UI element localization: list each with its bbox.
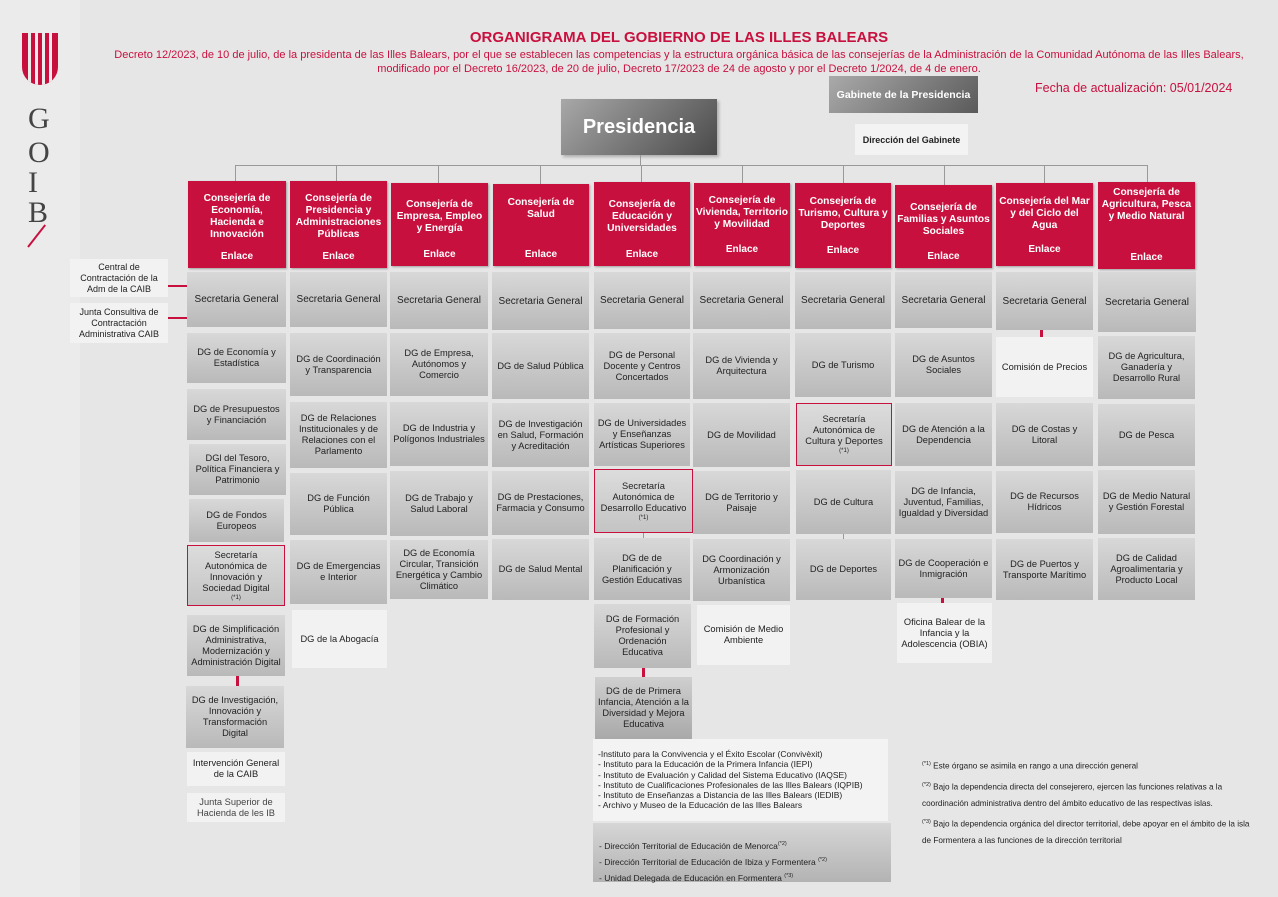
- logo-letter: O: [28, 136, 50, 169]
- unit-box: DG de Medio Natural y Gestión Forestal: [1098, 470, 1195, 534]
- unit-box: Secretaria General: [1098, 272, 1196, 332]
- list-item: - Instituto para la Educación de la Primera Infancia (IEPI): [598, 759, 813, 770]
- connector: [168, 285, 188, 287]
- unit-box: Secretaria General: [290, 272, 387, 327]
- unit-box: DG de Atención a la Dependencia: [895, 403, 992, 466]
- unit-box: Secretaria General: [594, 272, 690, 329]
- unit-box: DG de Emergencias e Interior: [290, 540, 387, 604]
- gabinete-node: Gabinete de la Presidencia: [829, 76, 978, 113]
- connector: [235, 165, 1147, 166]
- unit-box: DG Coordinación y Armonización Urbanística: [693, 539, 790, 601]
- consejeria-mar: Consejería del Mar y del Ciclo del Agua Enlace: [996, 183, 1093, 266]
- unit-box: DG de la Abogacía: [292, 610, 387, 668]
- unit-box: DG de Agricultura, Ganadería y Desarrollo Rural: [1098, 336, 1195, 399]
- update-date: Fecha de actualización: 05/01/2024: [1035, 81, 1233, 95]
- unit-box: DG de de Primera Infancia, Atención a la Diversidad y Mejora Educativa: [595, 677, 692, 739]
- consejeria-agricultura: Consejería de Agricultura, Pesca y Medio Natural Enlace: [1098, 182, 1195, 269]
- connector: [843, 165, 844, 183]
- footnote: $^{(*2)}$ Bajo la dependencia directa del consejerero, ejercen las funciones relativas a la coordinación administrativa dentro del ámbito educativo de las respectivas islas.: [922, 781, 1223, 809]
- unit-box: DG de Recursos Hídricos: [996, 471, 1093, 533]
- connector: [168, 317, 188, 319]
- unit-box: DG de Salud Mental: [492, 539, 589, 600]
- unit-box: DG de Empresa, Autónomos y Comercio: [390, 333, 488, 396]
- list-item: - Instituto de Enseñanzas a Distancia de las Illes Balears (IEDIB): [598, 790, 843, 801]
- unit-box: DG de Costas y Litoral: [996, 403, 1093, 466]
- presidencia-node: Presidencia: [561, 99, 717, 155]
- connector: [438, 165, 439, 183]
- unit-box: DG de Puertos y Transporte Marítimo: [996, 539, 1093, 600]
- list-item: - Instituto de Evaluación y Calidad del Sistema Educativo (IAQSE): [598, 769, 847, 780]
- unit-box: DG de de Planificación y Gestión Educativas: [594, 538, 690, 600]
- unit-box: DG de Cooperación e Inmigración: [895, 539, 992, 598]
- list-item: - Instituto de Cualificaciones Profesionales de las Illes Balears (IQPIB): [598, 779, 863, 790]
- unit-box: DG de Función Pública: [290, 473, 387, 535]
- unit-box: DG de Pesca: [1098, 404, 1195, 466]
- connector: [944, 165, 945, 185]
- unit-box: DG de Personal Docente y Centros Concertados: [594, 333, 690, 399]
- footnotes: [922, 756, 1252, 850]
- connector: [742, 165, 743, 183]
- unit-box: Secretaria General: [895, 272, 992, 328]
- sidebar: [0, 0, 80, 897]
- consejeria-familias: Consejería de Familias y Asuntos Sociales Enlace: [895, 185, 992, 268]
- unit-box: Secretaria General: [795, 272, 891, 329]
- unit-box: Secretaria General: [492, 272, 589, 330]
- unit-box: DG de Deportes: [796, 539, 891, 600]
- logo-letter: I: [28, 166, 38, 199]
- unit-box: DG de Asuntos Sociales: [895, 333, 992, 397]
- connector: [640, 155, 641, 165]
- unit-box: DG de Turismo: [795, 333, 891, 397]
- page-title: ORGANIGRAMA DEL GOBIERNO DE LAS ILLES BALEARS: [469, 29, 889, 46]
- subtitle-line: Decreto 12/2023, de 10 de julio, de la presidenta de las Illes Balears, por el que se establecen las competencias y la estructura orgánica básica de las consejerías de la Administración de la Comunidad Autónoma de las Illes Balears,: [114, 49, 1244, 61]
- unit-box: DG de Investigación, Innovación y Transformación Digital: [186, 686, 284, 748]
- unit-box: DG de Infancia, Juventud, Familias, Igualdad y Diversidad: [895, 471, 992, 534]
- connector: [1040, 330, 1043, 337]
- unit-box: Secretaria General: [390, 272, 488, 329]
- unit-box: Junta Superior de Hacienda de les IB: [187, 793, 285, 822]
- unit-box: DGl del Tesoro, Política Financiera y Patrimonio: [189, 444, 286, 495]
- connector: [540, 165, 541, 184]
- unit-box: DG de Simplificación Administrativa, Modernización y Administración Digital: [187, 615, 285, 676]
- connector: [1044, 165, 1045, 183]
- unit-box: DG de Economía Circular, Transición Energética y Cambio Climático: [390, 540, 488, 599]
- list-item: -Instituto para la Convivencia y el Éxito Escolar (Convivèxit): [598, 749, 823, 759]
- list-item: - Unidad Delegada de Educación en Formentera $^{(*3)}$: [599, 872, 794, 883]
- unit-box: DG de Cultura: [796, 470, 891, 534]
- connector: [1147, 165, 1148, 182]
- unit-box: DG de Universidades y Enseñanzas Artísticas Superiores: [594, 403, 690, 466]
- secretaria-autonomica-desarrollo: Secretaría Autonómica de Desarrollo Educativo (*1): [594, 469, 693, 533]
- consejeria-empresa: Consejería de Empresa, Empleo y Energía Enlace: [391, 183, 488, 266]
- unit-box: DG de Calidad Agroalimentaria y Producto Local: [1098, 538, 1195, 600]
- page-subtitle: [98, 48, 1260, 76]
- consejeria-salud: Consejería de Salud Enlace: [493, 184, 589, 266]
- secretaria-autonomica-innovacion: Secretaría Autonómica de Innovación y Sociedad Digital (*1): [187, 545, 285, 606]
- unit-box: DG de Trabajo y Salud Laboral: [390, 471, 488, 536]
- unit-box: DG de Formación Profesional y Ordenación Educativa: [594, 604, 691, 668]
- direcciones-territoriales: [593, 823, 891, 882]
- consejeria-presidencia: Consejería de Presidencia y Administraciones Públicas Enlace: [290, 181, 387, 268]
- unit-box: Secretaria General: [996, 272, 1093, 330]
- list-item: - Dirección Territorial de Educación de Ibiza y Formentera $^{(*2)}$: [599, 856, 827, 867]
- unit-box: DG de Coordinación y Transparencia: [290, 333, 387, 396]
- unit-box: DG de Investigación en Salud, Formación y Acreditación: [492, 403, 589, 467]
- footnote: $^{(*3)}$ Bajo la dependencia orgánica del director territorial, debe apoyar en el ámbito de la isla de Formentera a las funciones de la dirección territorial: [922, 818, 1250, 846]
- consejeria-vivienda: Consejería de Vivienda, Territorio y Movilidad Enlace: [694, 183, 790, 266]
- unit-box: Oficina Balear de la Infancia y la Adolescencia (OBIA): [897, 603, 992, 663]
- unit-box: DG de Relaciones Institucionales y de Relaciones con el Parlamento: [290, 402, 387, 468]
- subtitle-line: modificado por el Decreto 16/2023, de 20 de julio, Decreto 17/2023 de 24 de agosto y por el Decreto 1/2024, de 4 de enero.: [377, 63, 981, 75]
- unit-box: DG de Fondos Europeos: [189, 499, 284, 542]
- unit-box: Comisión de Precios: [996, 337, 1093, 397]
- unit-box: DG de Economía y Estadística: [187, 333, 286, 383]
- unit-box: Secretaria General: [187, 272, 286, 327]
- consejeria-economia: Consejería de Economía, Hacienda e Innovación Enlace: [188, 181, 286, 268]
- unit-box: DG de Vivienda y Arquitectura: [693, 333, 790, 399]
- unit-box: Comisión de Medio Ambiente: [697, 605, 790, 665]
- unit-box: DG de Industria y Polígonos Industriales: [390, 402, 488, 466]
- institutos-list: [593, 739, 888, 821]
- connector: [336, 165, 337, 181]
- direccion-gabinete-node: Dirección del Gabinete: [855, 124, 968, 155]
- logo-letter: B: [28, 196, 49, 229]
- list-item: - Dirección Territorial de Educación de Menorca$^{(*2)}$: [599, 840, 787, 851]
- consejeria-educacion: Consejería de Educación y Universidades Enlace: [594, 182, 690, 266]
- footnote: $^{(*1)}$ Este órgano se asimila en rango a una dirección general: [922, 761, 1138, 771]
- unit-box: DG de Territorio y Paisaje: [693, 471, 790, 534]
- unit-box: DG de Salud Pública: [492, 333, 589, 399]
- junta-consultiva: Junta Consultiva de Contractación Administrativa CAIB: [70, 303, 168, 343]
- unit-box: DG de Movilidad: [693, 403, 790, 467]
- secretaria-autonomica-cultura: Secretaría Autonómica de Cultura y Deportes (*1): [796, 403, 892, 466]
- connector: [641, 165, 642, 182]
- goib-flag-logo: [22, 33, 58, 85]
- unit-box: Secretaria General: [693, 272, 790, 329]
- central-contratacion: Central de Contractación de la Adm de la CAIB: [70, 259, 168, 297]
- list-item: - Archivo y Museo de la Educación de las Illes Balears: [598, 800, 803, 811]
- unit-box: Intervención General de la CAIB: [187, 752, 285, 786]
- unit-box: DG de Presupuestos y Financiación: [187, 389, 286, 440]
- consejeria-turismo: Consejería de Turismo, Cultura y Deportes Enlace: [795, 183, 891, 268]
- logo-letter: G: [28, 102, 50, 135]
- connector: [235, 165, 236, 181]
- unit-box: DG de Prestaciones, Farmacia y Consumo: [492, 471, 589, 535]
